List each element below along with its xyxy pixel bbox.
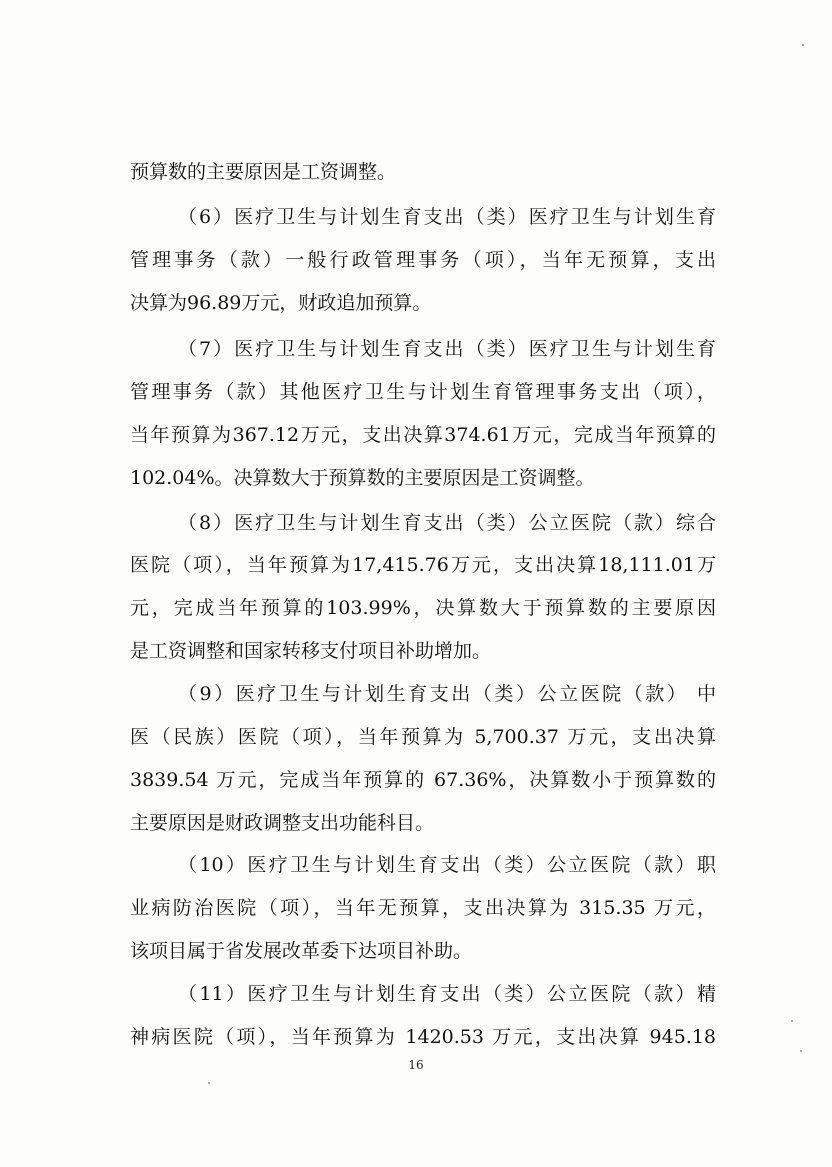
- scan-speck: [802, 44, 804, 46]
- text-line: 元，完成当年预算的103.99%，决算数大于预算数的主要原因: [130, 597, 716, 619]
- paragraph-10-line-1: （10）医疗卫生与计划生育支出（类）公立医院（款）职: [178, 854, 716, 876]
- text-line: 决算为96.89万元，财政追加预算。: [130, 292, 432, 314]
- text-line: 102.04%。决算数大于预算数的主要原因是工资调整。: [130, 467, 595, 489]
- text-line: 3839.54 万元，完成当年预算的 67.36%，决算数小于预算数的: [130, 769, 716, 791]
- paragraph-9-line-1: （9）医疗卫生与计划生育支出（类）公立医院（款） 中: [178, 683, 716, 705]
- text-line: 当年预算为367.12万元，支出决算374.61万元，完成当年预算的: [130, 424, 716, 446]
- paragraph-8-line-1: （8）医疗卫生与计划生育支出（类）公立医院（款）综合: [178, 512, 716, 534]
- scan-speck: [208, 1082, 210, 1084]
- text-line: 神病医院（项），当年预算为 1420.53 万元，支出决算 945.18: [130, 1026, 716, 1048]
- page-number: 16: [408, 1058, 424, 1072]
- paragraph-7-line-1: （7）医疗卫生与计划生育支出（类）医疗卫生与计划生育: [178, 338, 716, 360]
- paragraph-11-line-1: （11）医疗卫生与计划生育支出（类）公立医院（款）精: [178, 983, 716, 1005]
- text-line: 医院（项），当年预算为17,415.76万元，支出决算18,111.01万: [130, 554, 716, 576]
- text-line: 医（民族）医院（项），当年预算为 5,700.37 万元，支出决算: [130, 726, 716, 748]
- text-line: 是工资调整和国家转移支付项目补助增加。: [130, 640, 492, 662]
- text-line: 业病防治医院（项），当年无预算，支出决算为 315.35 万元，: [130, 897, 716, 919]
- scan-speck: [791, 1020, 793, 1022]
- scan-speck: [800, 1050, 802, 1052]
- text-line: 该项目属于省发展改革委下达项目补助。: [130, 940, 473, 962]
- text-line: 管理事务（款）其他医疗卫生与计划生育管理事务支出（项），: [130, 381, 716, 403]
- text-line: 管理事务（款）一般行政管理事务（项），当年无预算，支出: [130, 249, 716, 271]
- text-line: 预算数的主要原因是工资调整。: [130, 161, 397, 183]
- paragraph-6-line-1: （6）医疗卫生与计划生育支出（类）医疗卫生与计划生育: [178, 206, 716, 228]
- text-line: 主要原因是财政调整支出功能科目。: [130, 812, 435, 834]
